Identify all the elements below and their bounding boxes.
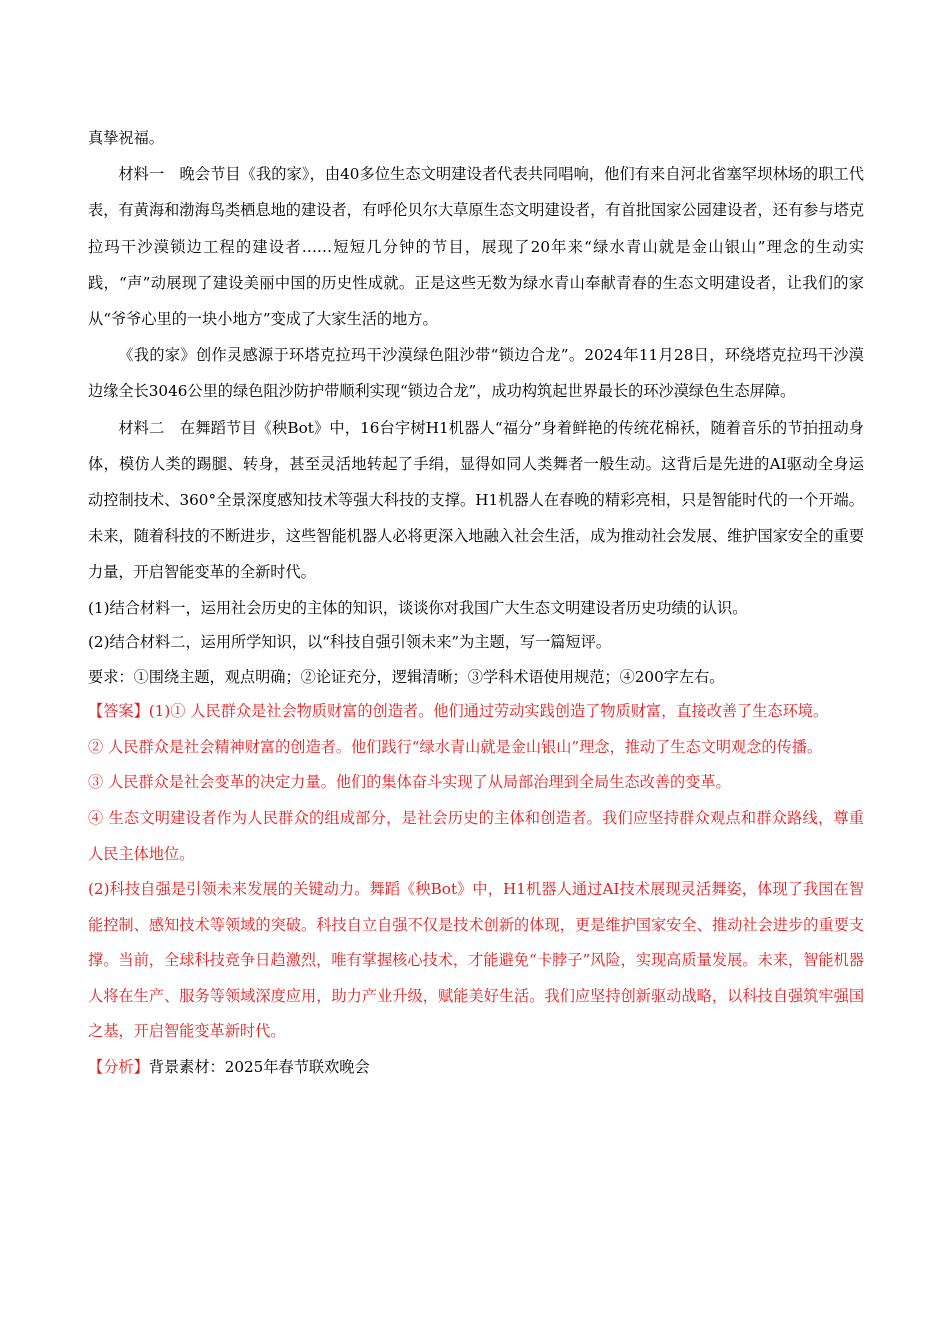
answer-part-2: (2)科技自强是引领未来发展的关键动力。舞蹈《秧Bot》中，H1机器人通过AI技术展现灵活舞姿，体现了我国在智能控制、感知技术等领域的突破。科技自立自强不仅是技术创新的体现，更是维护国家安全、推动社会进步的重要支撑。当前，全球科技竞争日趋激烈，唯有掌握核心技术，才能避免“卡脖子”风险，实现高质量发展。未来，智能机器人将在生产、服务等领域深度应用，助力产业升级，赋能美好生活。我们应坚持创新驱动战略，以科技自强筑牢强国之基，开启智能变革新时代。 (88, 880, 864, 1041)
analysis-text: 背景素材：2025年春节联欢晚会 (148, 1058, 370, 1077)
answer-part-1-point-1 (88, 694, 864, 730)
document-content (88, 120, 864, 1084)
answer-part-1-point-4: ④ 生态文明建设者作为人民群众的组成部分，是社会历史的主体和创造者。我们应坚持群众观点和群众路线，尊重人民主体地位。 (88, 808, 864, 863)
material-one-paragraph-1: 材料一 晚会节目《我的家》，由40多位生态文明建设者代表共同唱响，他们有来自河北省塞罕坝林场的职工代表，有黄海和渤海鸟类栖息地的建设者，有呼伦贝尔大草原生态文明建设者，有首批国家公园建设者，还有参与塔克拉玛干沙漠锁边工程的建设者……短短几分钟的节目，展现了20年来“绿水青山就是金山银山”理念的生动实践，“声”动展现了建设美丽中国的历史性成就。正是这些无数为绿水青山奉献青春的生态文明建设者，让我们的家从“爷爷心里的一块小地方”变成了大家生活的地方。 (88, 165, 864, 329)
continuation-text: 真挚祝福。 (88, 129, 164, 147)
answer-part-1-point-2: ② 人民群众是社会精神财富的创造者。他们践行“绿水青山就是金山银山”理念，推动了生态文明观念的传播。 (88, 737, 823, 756)
answer-1-1-text: (1)① 人民群众是社会物质财富的创造者。他们通过劳动实践创造了物质财富，直接改善了生态环境。 (148, 702, 829, 721)
analysis-tag: 【分析】 (88, 1058, 149, 1077)
material-one-paragraph-2: 《我的家》创作灵感源于环塔克拉玛干沙漠绿色阻沙带“锁边合龙”。2024年11月28日，环绕塔克拉玛干沙漠边缘全长3046公里的绿色阻沙防护带顺利实现“锁边合龙”，成功构筑起世界最长的环沙漠绿色生态屏障。 (88, 346, 864, 401)
question-1: (1)结合材料一，运用社会历史的主体的知识，谈谈你对我国广大生态文明建设者历史功绩的认识。 (88, 598, 748, 617)
question-2: (2)结合材料二，运用所学知识，以“科技自强引领未来”为主题，写一篇短评。 (88, 633, 612, 652)
question-requirements: 要求：①围绕主题，观点明确；②论证充分，逻辑清晰；③学科术语使用规范；④200字左右。 (88, 667, 725, 686)
answer-part-1-point-3: ③ 人民群众是社会变革的决定力量。他们的集体奋斗实现了从局部治理到全局生态改善的变革。 (88, 773, 731, 792)
material-two-paragraph: 材料二 在舞蹈节目《秧Bot》中，16台宇树H1机器人“福分”身着鲜艳的传统花棉袄，随着音乐的节拍扭动身体，模仿人类的踢腿、转身，甚至灵活地转起了手绢，显得如同人类舞者一般生动。这背后是先进的AI驱动全身运动控制技术、360°全景深度感知技术等强大科技的支撑。H1机器人在春晚的精彩亮相，只是智能时代的一个开端。未来，随着科技的不断进步，这些智能机器人必将更深入地融入社会生活，成为推动社会发展、维护国家安全的重要力量，开启智能变革的全新时代。 (88, 418, 864, 582)
analysis-line (88, 1050, 864, 1084)
answer-tag: 【答案】 (88, 702, 149, 721)
